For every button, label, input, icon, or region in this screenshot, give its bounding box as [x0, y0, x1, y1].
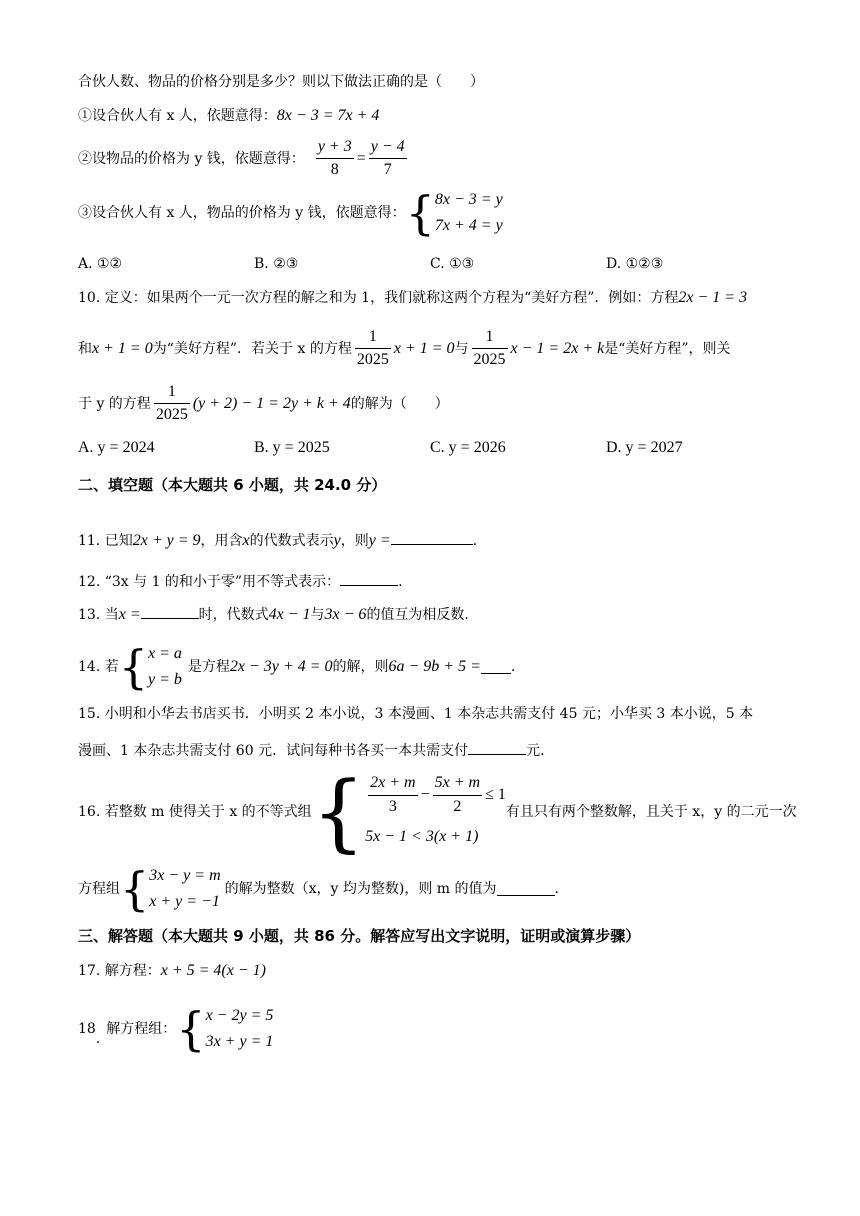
q9-s2-fraction-2: $\frac{y - 4}{7}$: [370, 138, 405, 179]
brace-icon: {: [120, 861, 150, 916]
q10-option-a[interactable]: A. y = 2024: [78, 439, 155, 456]
q9-statement-2: [78, 138, 410, 180]
q9-s1-equation: 8x − 3 = 7x + 4: [276, 107, 380, 124]
q10-example-eq: 2x − 1 = 3: [678, 289, 748, 306]
q10-eq-3: x − 1 = 2x + k: [510, 339, 605, 357]
q9-option-c[interactable]: C. ①③: [430, 256, 475, 272]
q9-s2-text: ②设物品的价格为 y 钱，依题意得：: [78, 150, 305, 167]
q9-statement-1: [78, 108, 379, 124]
q10-fraction-3: $\frac{1}{2025}$: [155, 383, 188, 424]
q10-eq-2: x + 1 = 0: [393, 339, 455, 357]
q15-answer-blank[interactable]: [468, 741, 526, 755]
brace-icon: {: [311, 763, 366, 861]
q11: 11. 已知2x + y = 9，用含x的代数式表示y，则y = .: [78, 532, 478, 549]
q10-target-eq: (y + 2) − 1 = 2y + k + 4: [192, 394, 351, 412]
q16-line-1: 16. 若整数 m 使得关于 x 的不等式组 { $\frac{2x + m}{3}$ − $\frac{5x + m}{2}$ ≤ 1 5x − 1 < 3(x + 1) 有且只有两个整数解，且关于 x，y 的二元一次: [78, 763, 797, 861]
q15-line-1: 15. 小明和小华去书店买书．小明买 2 本小说，3 本漫画、1 本杂志共需支付 45 元；小华买 3 本小说，5 本: [78, 706, 754, 722]
q14: 14. 若 { x = a y = b 是方程 2x − 3y + 4 = 0 的解，则 6a − 9b + 5 = .: [78, 639, 516, 694]
q10-fraction-1: $\frac{1}{2025}$: [356, 328, 389, 369]
q16-equation-system: { 3x − y = m x + y = −1: [120, 861, 221, 916]
q10-fraction-2: $\frac{1}{2025}$: [473, 328, 506, 369]
q14-answer-blank[interactable]: [481, 660, 511, 674]
q12: 12. “3x 与 1 的和小于零”用不等式表示： .: [78, 574, 403, 590]
q18-system: { x − 2y = 5 3x + y = 1: [176, 1001, 274, 1056]
q16-answer-blank[interactable]: [497, 882, 555, 896]
q10-eq-1: x + 1 = 0: [92, 339, 153, 357]
q10-option-c[interactable]: C. y = 2026: [430, 439, 506, 456]
section-3-heading: 三、解答题（本大题共 9 小题，共 86 分。解答应写出文字说明，证明或演算步骤）: [78, 927, 641, 945]
q9-s2-fraction-1: $\frac{y + 3}{8}$: [317, 138, 352, 179]
q17: 17. 解方程：x + 5 = 4(x − 1): [78, 962, 266, 979]
q9-option-d[interactable]: D. ①②③: [606, 256, 664, 272]
q10-line-3: 于 y 的方程 $\frac{1}{2025}$ (y + 2) − 1 = 2y + k + 4 的解为（ ）: [78, 383, 449, 424]
q9-s1-text: ①设合伙人有 x 人，依题意得：: [78, 108, 277, 124]
q13: 13. 当x = 时，代数式4x − 1与3x − 6的值互为相反数.: [78, 606, 469, 623]
q10-option-b[interactable]: B. y = 2025: [254, 439, 330, 456]
q10-line-2: 和 x + 1 = 0 为“美好方程”．若关于 x 的方程 $\frac{1}{2025}$ x + 1 = 0 与 $\frac{1}{2025}$ x − 1 = 2x + k 是“美好方程”，则关: [78, 328, 731, 369]
q9-option-a[interactable]: A. ①②: [78, 256, 123, 272]
q9-option-b[interactable]: B. ②③: [254, 256, 299, 272]
q16-inequality-system: { $\frac{2x + m}{3}$ − $\frac{5x + m}{2}$ ≤ 1 5x − 1 < 3(x + 1): [311, 763, 506, 861]
q14-system: { x = a y = b: [118, 639, 182, 694]
q9-s2-equals: =: [356, 149, 366, 167]
q16-line-2: 方程组 { 3x − y = m x + y = −1 的解为整数（x，y 均为整数)，则 m 的值为 .: [78, 861, 559, 916]
q9-s3-text: ③设合伙人有 x 人，物品的价格为 y 钱，依题意得：: [78, 204, 406, 221]
brace-icon: {: [176, 1001, 206, 1056]
q13-answer-blank[interactable]: [141, 605, 199, 619]
q9-statement-3: [78, 187, 503, 238]
q12-answer-blank[interactable]: [340, 572, 398, 586]
q10-option-d[interactable]: D. y = 2027: [606, 439, 683, 456]
brace-icon: {: [118, 639, 148, 694]
q9-s3-system: { 8x − 3 = y 7x + 4 = y: [405, 185, 503, 240]
q9-continuation: 合伙人数、物品的价格分别是多少？则以下做法正确的是（ ）: [78, 74, 484, 90]
brace-icon: {: [405, 185, 435, 240]
q10-line-1: 10. 定义：如果两个一元一次方程的解之和为 1，我们就称这两个方程为“美好方程”．例如：方程2x − 1 = 3: [78, 289, 748, 306]
q15-line-2: 漫画、1 本杂志共需支付 60 元．试问每种书各买一本共需支付 元.: [78, 743, 545, 759]
section-2-heading: 二、填空题（本大题共 6 小题，共 24.0 分）: [78, 476, 387, 494]
q18: 18 . 解方程组： { x − 2y = 5 3x + y = 1: [78, 1001, 274, 1056]
q11-answer-blank[interactable]: [391, 531, 473, 545]
